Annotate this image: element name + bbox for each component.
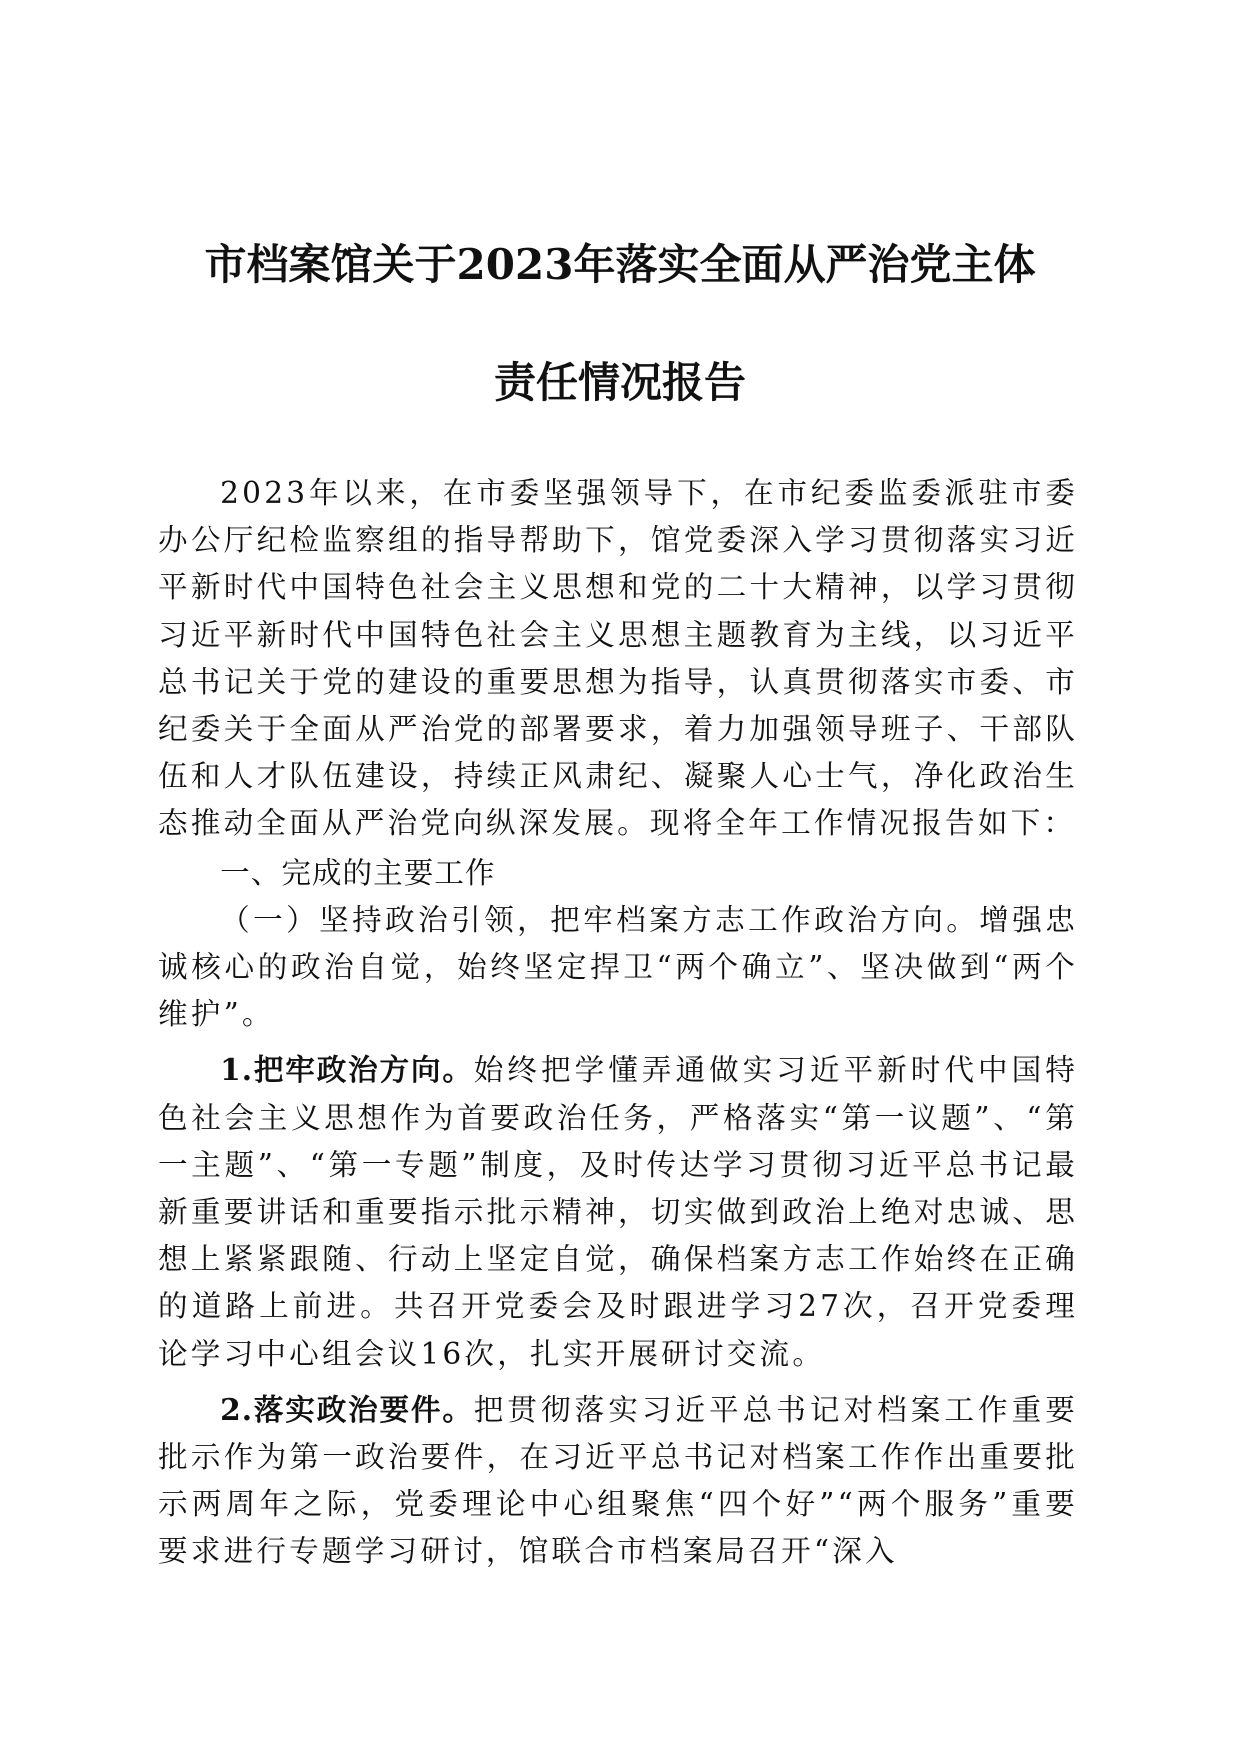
item-1-lead: 1.把牢政治方向。	[220, 1052, 474, 1088]
section-1-heading: 一、完成的主要工作	[220, 855, 496, 890]
item-1-text: 始终把学懂弄通做实习近平新时代中国特色社会主义思想作为首要政治任务，严格落实“第一议题”、“第一主题”、“第一专题”制度，及时传达学习贯彻习近平总书记最新重要讲话和重要指示批示精神，切实做到政治上绝对忠诚、思想上紧紧跟随、行动上坚定自觉，确保档案方志工作始终在正确的道路上前进。共召开党委会及时跟进学习27次，召开党委理论学习中心组会议16次，扎实开展研讨交流。	[158, 1053, 1078, 1371]
document-title-line-1: 市档案馆关于2023年落实全面从严治党主体	[204, 240, 1036, 289]
item-2-text: 把贯彻落实习近平总书记对档案工作重要批示作为第一政治要件，在习近平总书记对档案工作作出重要批示两周年之际，党委理论中心组聚焦“四个好”“两个服务”重要要求进行专题学习研讨，馆联合市档案局召开“深入	[158, 1392, 1078, 1569]
document-title-line-2: 责任情况报告	[493, 358, 746, 407]
item-2-lead: 2.落实政治要件。	[220, 1391, 474, 1427]
item-1-paragraph	[158, 1046, 1078, 1377]
intro-paragraph: 2023年以来，在市委坚强领导下，在市纪委监委派驻市委办公厅纪检监察组的指导帮助下，馆党委深入学习贯彻落实习近平新时代中国特色社会主义思想和党的二十大精神，以学习贯彻习近平新时代中国特色社会主义思想主题教育为主线，以习近平总书记关于党的建设的重要思想为指导，认真贯彻落实市委、市纪委关于全面从严治党的部署要求，着力加强领导班子、干部队伍和人才队伍建设，持续正风肃纪、凝聚人心士气，净化政治生态推动全面从严治党向纵深发展。现将全年工作情况报告如下：	[158, 476, 1078, 841]
subsection-1-paragraph: （一）坚持政治引领，把牢档案方志工作政治方向。增强忠诚核心的政治自觉，始终坚定捍卫“两个确立”、坚决做到“两个维护”。	[158, 902, 1078, 1032]
item-2-paragraph	[158, 1386, 1078, 1576]
document-body	[158, 470, 1078, 1576]
